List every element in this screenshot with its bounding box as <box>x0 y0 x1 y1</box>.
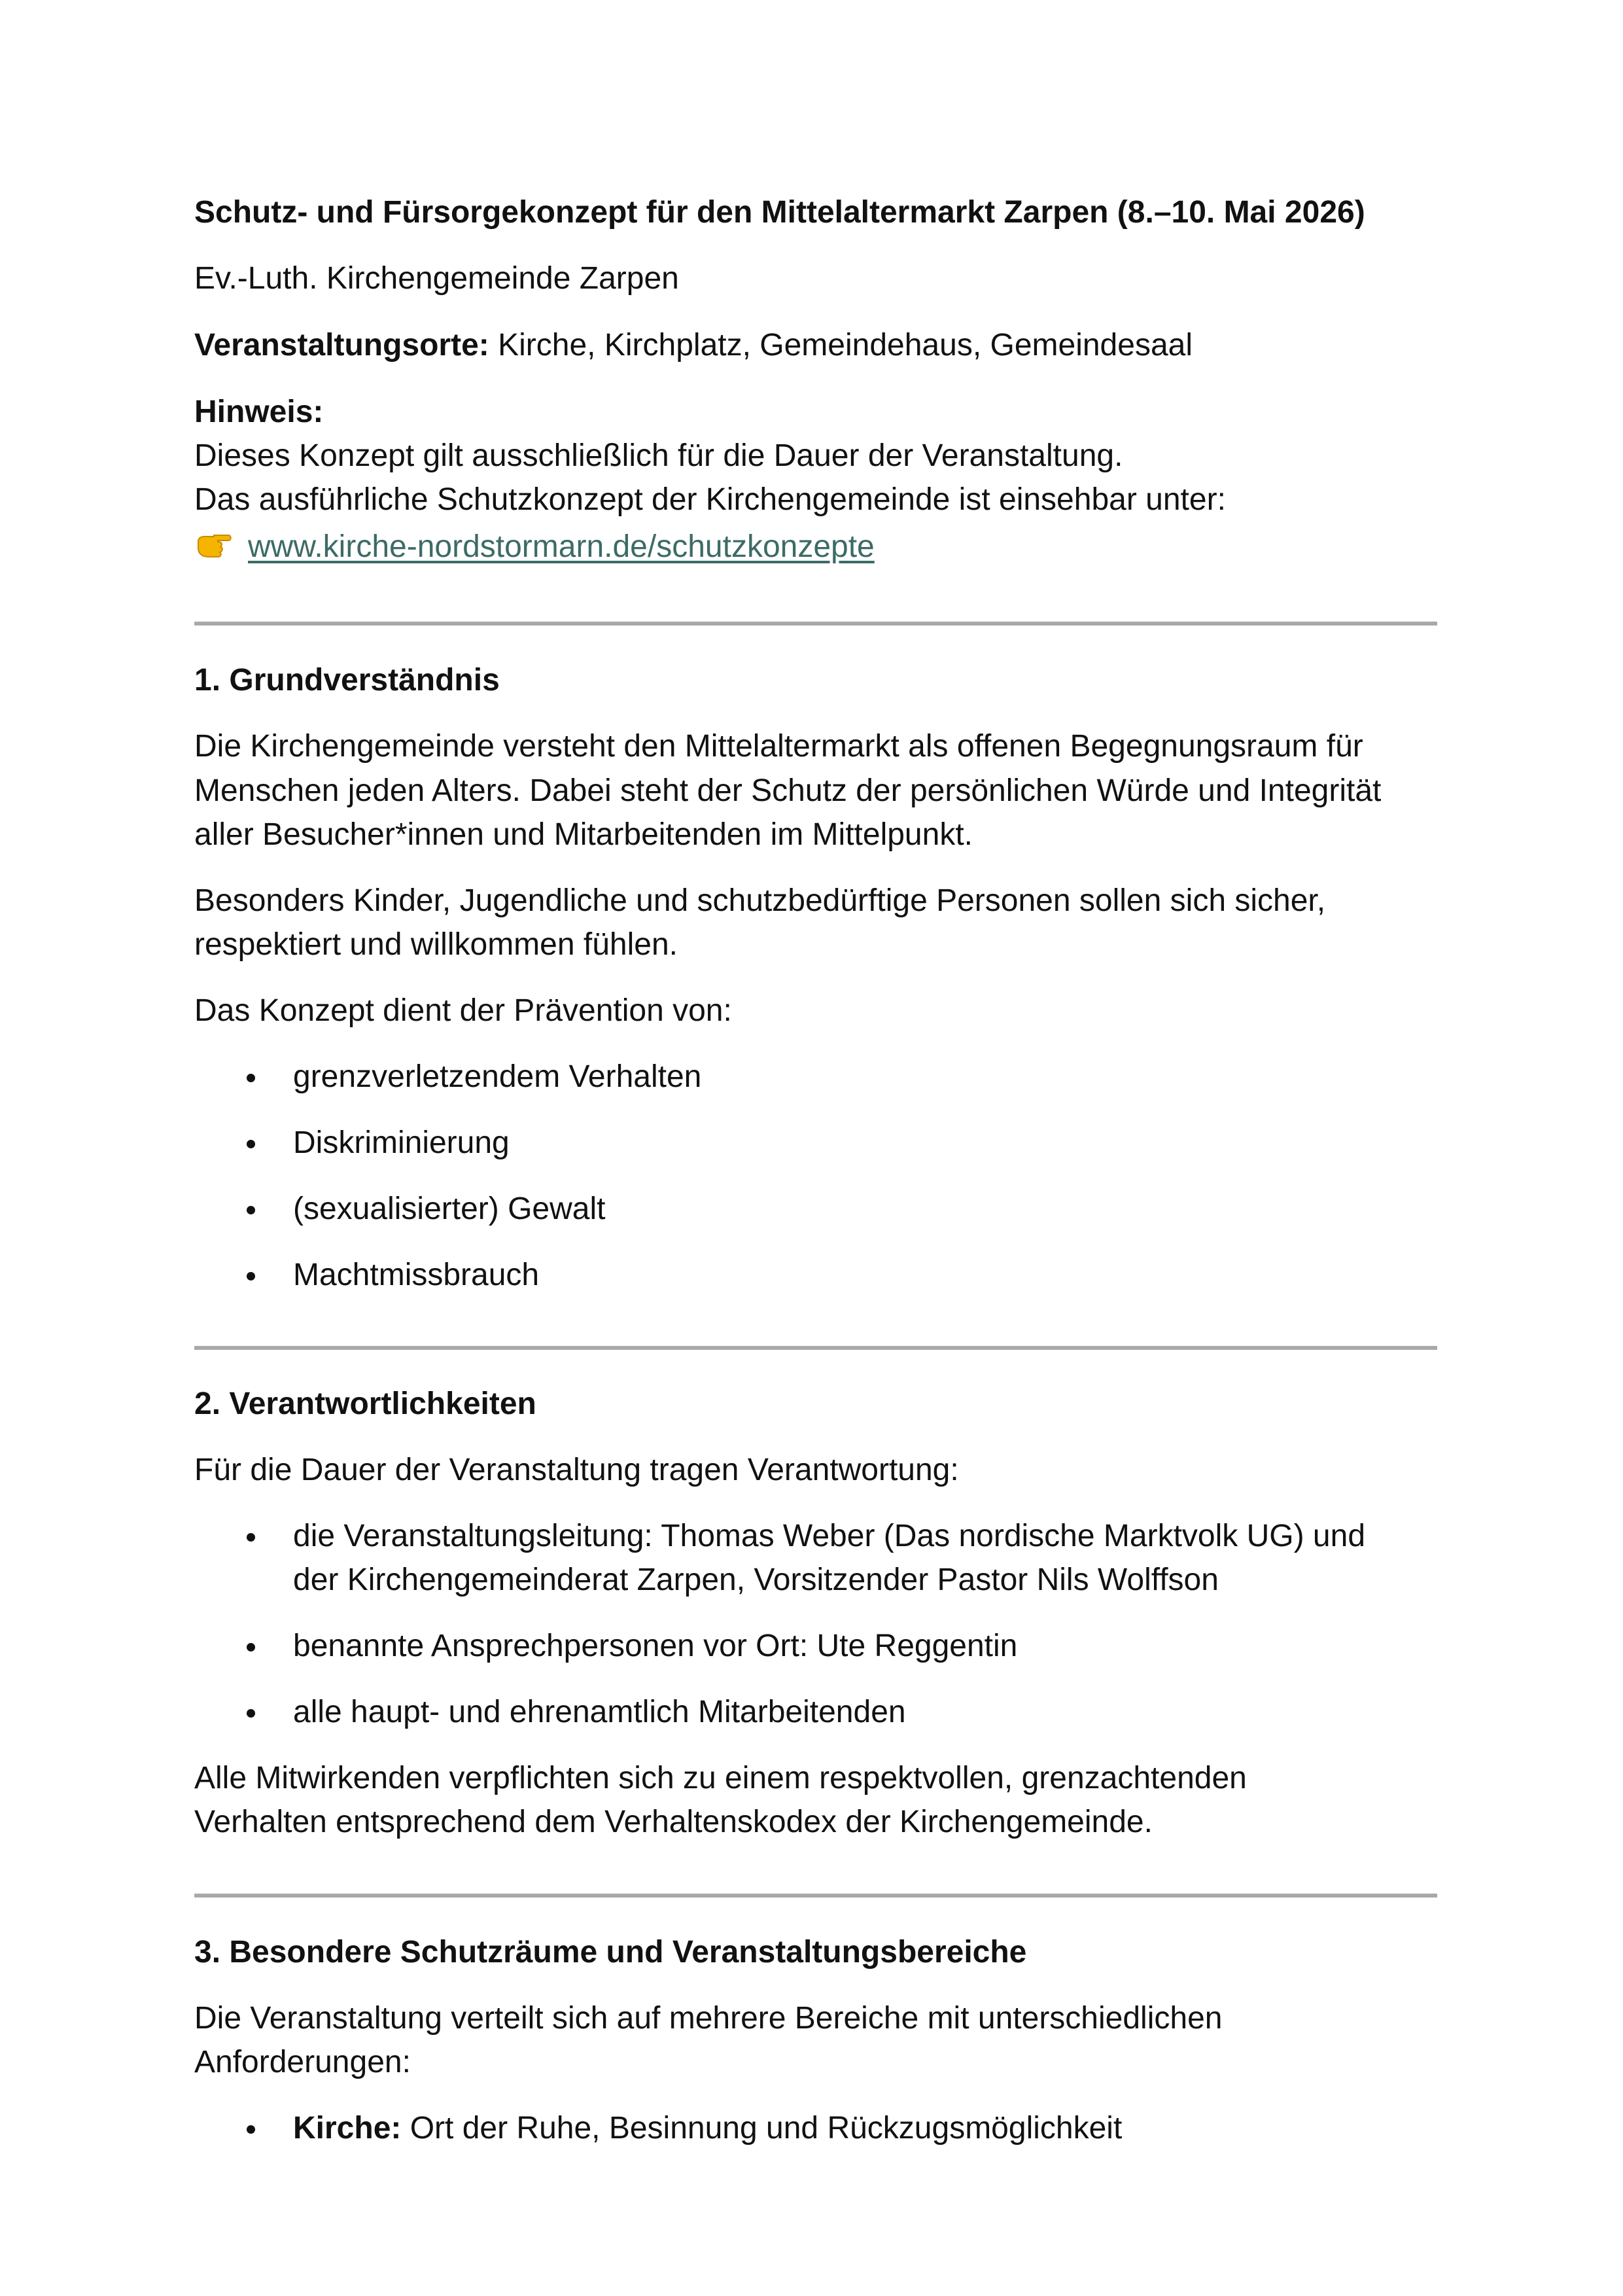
bullet-icon <box>247 1074 255 1082</box>
bullet-icon <box>247 1643 255 1651</box>
list-item-text: die Veranstaltungsleitung: Thomas Weber (Das nordische Marktvolk UG) und <box>293 1519 1366 1553</box>
note-line-2: Das ausführliche Schutzkonzept der Kirchengemeinde ist einsehbar unter: <box>194 482 1226 517</box>
section-2-outro-line-2: Verhalten entsprechend dem Verhaltenskodex der Kirchengemeinde. <box>194 1805 1153 1839</box>
section-divider <box>194 1346 1437 1350</box>
note-label: Hinweis: <box>194 395 324 429</box>
section-1-p3: Das Konzept dient der Prävention von: <box>194 993 732 1028</box>
list-item-text <box>293 2106 1122 2151</box>
list-item-text: grenzverletzendem Verhalten <box>293 1059 702 1094</box>
organization-name: Ev.-Luth. Kirchengemeinde Zarpen <box>194 261 679 296</box>
section-2-intro: Für die Dauer der Veranstaltung tragen Verantwortung: <box>194 1453 959 1487</box>
pointing-hand-icon <box>194 527 234 567</box>
list-item-label: Kirche: <box>293 2111 402 2146</box>
section-divider <box>194 1894 1437 1898</box>
list-item-text-continued: der Kirchengemeinderat Zarpen, Vorsitzender Pastor Nils Wolffson <box>293 1563 1219 1597</box>
bullet-icon <box>247 1709 255 1718</box>
section-3-intro-line-2: Anforderungen: <box>194 2045 411 2079</box>
section-1-p2-line-1: Besonders Kinder, Jugendliche und schutzbedürftige Personen sollen sich sicher, <box>194 883 1326 918</box>
bullet-icon <box>247 1272 255 1280</box>
section-2-heading: 2. Verantwortlichkeiten <box>194 1386 536 1421</box>
venues-label: Veranstaltungsorte: <box>194 328 489 362</box>
bullet-icon <box>247 2125 255 2134</box>
section-1-heading: 1. Grundverständnis <box>194 663 500 698</box>
list-item-text: alle haupt- und ehrenamtlich Mitarbeitenden <box>293 1695 906 1729</box>
schutzkonzepte-link[interactable]: www.kirche-nordstormarn.de/schutzkonzepte <box>248 529 875 564</box>
bullet-icon <box>247 1206 255 1214</box>
venues-value: Kirche, Kirchplatz, Gemeindehaus, Gemeindesaal <box>489 328 1193 362</box>
section-1-p2-line-2: respektiert und willkommen fühlen. <box>194 927 678 962</box>
bullet-icon <box>247 1533 255 1542</box>
list-item-text: Machtmissbrauch <box>293 1258 540 1292</box>
list-item-text: Diskriminierung <box>293 1125 510 1160</box>
list-item-text: benannte Ansprechpersonen vor Ort: Ute Reggentin <box>293 1629 1018 1663</box>
venues-line <box>194 323 1193 368</box>
section-divider <box>194 622 1437 626</box>
document-title: Schutz- und Fürsorgekonzept für den Mittelaltermarkt Zarpen (8.–10. Mai 2026) <box>194 195 1365 230</box>
section-1-p1-line-1: Die Kirchengemeinde versteht den Mittelaltermarkt als offenen Begegnungsraum für <box>194 729 1363 764</box>
list-item-value: Ort der Ruhe, Besinnung und Rückzugsmöglichkeit <box>401 2111 1123 2146</box>
section-3-intro-line-1: Die Veranstaltung verteilt sich auf mehrere Bereiche mit unterschiedlichen <box>194 2001 1223 2036</box>
section-1-p1-line-3: aller Besucher*innen und Mitarbeitenden im Mittelpunkt. <box>194 817 973 852</box>
section-1-p1-line-2: Menschen jeden Alters. Dabei steht der Schutz der persönlichen Würde und Integrität <box>194 773 1382 808</box>
list-item-text: (sexualisierter) Gewalt <box>293 1192 606 1226</box>
note-line-1: Dieses Konzept gilt ausschließlich für die Dauer der Veranstaltung. <box>194 438 1123 473</box>
section-2-outro-line-1: Alle Mitwirkenden verpflichten sich zu einem respektvollen, grenzachtenden <box>194 1761 1247 1795</box>
section-3-heading: 3. Besondere Schutzräume und Veranstaltungsbereiche <box>194 1935 1027 1969</box>
bullet-icon <box>247 1140 255 1148</box>
